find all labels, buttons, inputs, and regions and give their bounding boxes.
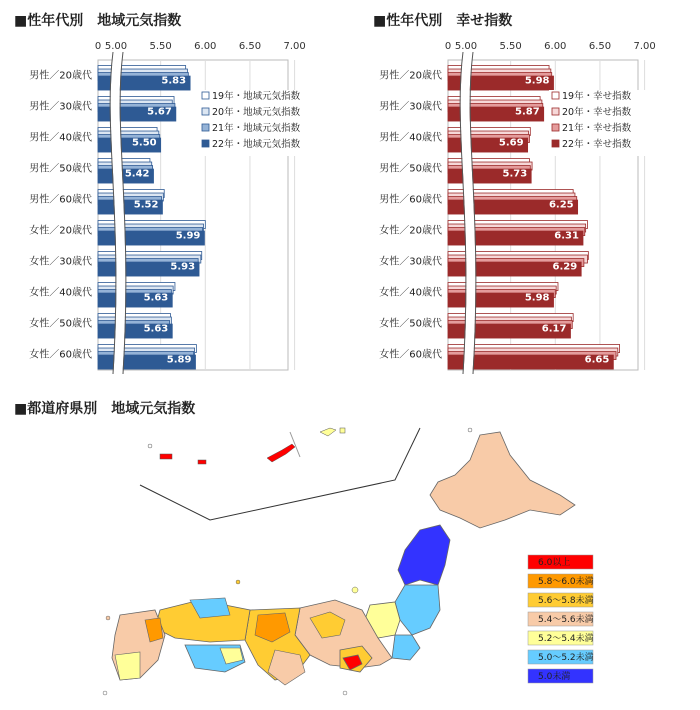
genki-legend-label: 22年・地域元気指数 (212, 139, 301, 150)
genki-data-label: 5.93 (170, 261, 196, 273)
genki-legend (199, 90, 307, 156)
genki-data-label: 5.67 (147, 106, 172, 118)
island-yellow-1 (320, 428, 336, 436)
happy-tick-label: 7.00 (633, 41, 656, 52)
genki-legend-swatch (202, 124, 209, 131)
genki-category-label: 男性／20歳代 (29, 70, 92, 82)
happy-category-label: 男性／40歳代 (379, 132, 442, 144)
island-red-main (267, 444, 295, 462)
genki-category-label: 女性／50歳代 (29, 318, 92, 330)
happy-legend-swatch (552, 108, 559, 115)
happy-data-label: 5.87 (515, 106, 540, 118)
happy-legend-swatch (552, 124, 559, 131)
map-legend-label: 5.4～5.6未満 (538, 615, 594, 625)
genki-data-label: 5.52 (133, 199, 159, 211)
kanto-north-region (392, 635, 420, 660)
hokkaido-region (430, 432, 575, 528)
left-chart-title: ■性年代別 地域元気指数 (14, 13, 182, 29)
genki-category-label: 男性／50歳代 (29, 163, 92, 175)
genki-legend-label: 19年・地域元気指数 (212, 91, 301, 102)
genki-data-label: 5.89 (166, 354, 192, 366)
genki-legend-label: 21年・地域元気指数 (212, 123, 301, 134)
genki-category-label: 男性／40歳代 (29, 132, 92, 144)
tohoku-north-region (398, 525, 450, 585)
genki-index-bar-chart (0, 0, 350, 390)
happy-data-label: 6.65 (584, 354, 610, 366)
happy-data-label: 5.69 (498, 137, 524, 149)
kinki-south-region (268, 650, 305, 685)
map-legend-label: 5.0～5.2未満 (538, 653, 594, 663)
happy-tick-label: 6.00 (544, 41, 567, 52)
happy-category-label: 女性／20歳代 (379, 225, 442, 237)
map-title: ■都道府県別 地域元気指数 (14, 401, 196, 417)
genki-tick-label: 6.50 (238, 41, 262, 52)
genki-data-label: 5.63 (143, 323, 169, 335)
happy-data-label: 5.73 (502, 168, 528, 180)
happy-legend (549, 90, 657, 156)
genki-data-label: 5.42 (124, 168, 150, 180)
genki-category-label: 女性／40歳代 (29, 287, 92, 299)
map-legend-label: 5.0未満 (538, 672, 571, 682)
map-legend-label: 5.6～5.8未満 (538, 596, 594, 606)
genki-tick-label: 5.00 (104, 41, 128, 52)
happy-legend-label: 19年・幸せ指数 (562, 91, 632, 102)
happy-category-label: 男性／30歳代 (379, 101, 442, 113)
happy-legend-swatch (552, 140, 559, 147)
happy-data-label: 5.98 (524, 292, 550, 304)
genki-category-label: 男性／60歳代 (29, 194, 92, 206)
genki-legend-swatch (202, 108, 209, 115)
happy-data-label: 5.98 (524, 75, 550, 87)
happy-category-label: 女性／40歳代 (379, 287, 442, 299)
genki-legend-swatch (202, 92, 209, 99)
island-oki (236, 580, 240, 584)
map-legend (528, 555, 594, 683)
prefecture-map (0, 410, 700, 710)
map-legend-label: 5.8～6.0未満 (538, 577, 594, 587)
happy-legend-label: 20年・幸せ指数 (562, 107, 632, 118)
island-red-2 (198, 460, 206, 464)
island-small-2 (468, 428, 472, 432)
happy-category-label: 女性／60歳代 (379, 349, 442, 361)
island-sado (352, 587, 358, 593)
island-red-1 (160, 454, 172, 459)
genki-data-label: 5.83 (161, 75, 187, 87)
genki-category-label: 女性／20歳代 (29, 225, 92, 237)
happy-tick-label: 5.00 (454, 41, 478, 52)
happy-data-label: 6.25 (548, 199, 574, 211)
happy-legend-label: 22年・幸せ指数 (562, 139, 632, 150)
genki-legend-swatch (202, 140, 209, 147)
happy-data-label: 6.29 (552, 261, 578, 273)
genki-tick-label: 5.50 (149, 41, 172, 52)
happiness-index-bar-chart (350, 0, 700, 390)
inset-frame-line (140, 428, 420, 520)
happy-tick-label: 0 (444, 41, 452, 52)
map-legend-label: 5.2～5.4未満 (538, 634, 594, 644)
island-south (103, 691, 107, 695)
genki-category-label: 男性／30歳代 (29, 101, 92, 113)
genki-tick-label: 7.00 (283, 41, 306, 52)
island-tsushima (106, 616, 110, 620)
happy-category-label: 男性／20歳代 (379, 70, 442, 82)
genki-data-label: 5.50 (131, 137, 157, 149)
happy-data-label: 6.17 (541, 323, 567, 335)
tohoku-south-region (395, 585, 440, 635)
genki-data-label: 5.99 (175, 230, 201, 242)
happy-category-label: 男性／50歳代 (379, 163, 442, 175)
happy-category-label: 女性／50歳代 (379, 318, 442, 330)
happy-data-label: 6.31 (554, 230, 579, 242)
genki-tick-label: 0 (94, 41, 102, 52)
genki-legend-label: 20年・地域元気指数 (212, 107, 301, 118)
happy-category-label: 女性／30歳代 (379, 256, 442, 268)
happy-tick-label: 5.50 (499, 41, 522, 52)
right-chart-title: ■性年代別 幸せ指数 (373, 13, 513, 29)
okinawa-islands (148, 428, 472, 464)
genki-category-label: 女性／30歳代 (29, 256, 92, 268)
happy-tick-label: 6.50 (588, 41, 612, 52)
genki-tick-label: 6.00 (194, 41, 217, 52)
happy-legend-label: 21年・幸せ指数 (562, 123, 632, 134)
genki-category-label: 女性／60歳代 (29, 349, 92, 361)
island-yellow-2 (340, 428, 345, 433)
happy-category-label: 男性／60歳代 (379, 194, 442, 206)
map-legend-label: 6.0以上 (538, 558, 571, 568)
genki-data-label: 5.63 (143, 292, 169, 304)
island-small-1 (148, 444, 152, 448)
island-izu (343, 691, 347, 695)
happy-legend-swatch (552, 92, 559, 99)
